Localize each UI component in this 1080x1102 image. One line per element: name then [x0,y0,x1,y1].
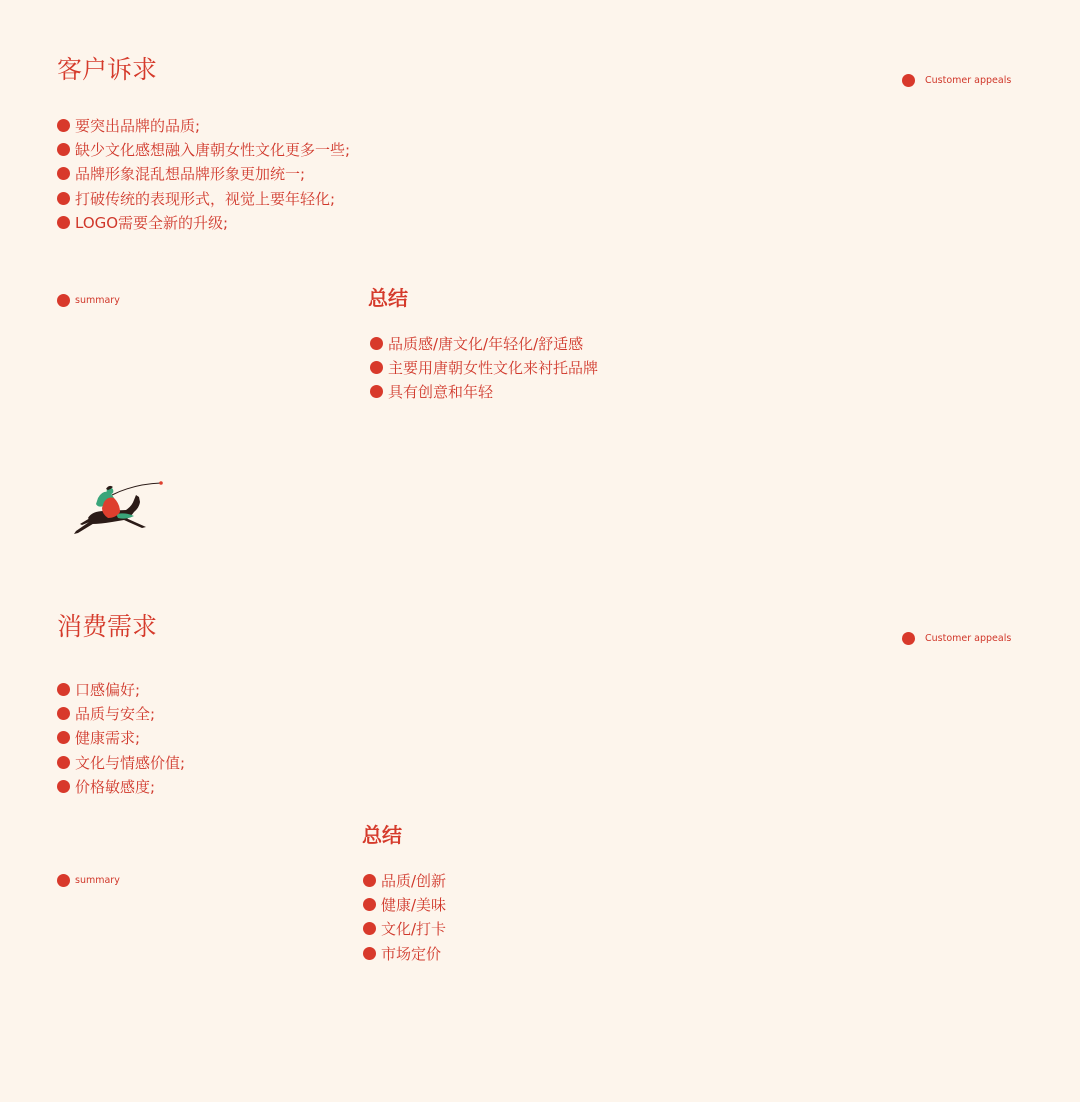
section2-summary-tag [57,874,120,887]
list-item-text: 市场定价 [381,944,442,963]
section1-tag-label: Customer appeals [925,75,1012,86]
section2-tag-label: Customer appeals [925,633,1012,644]
list-item-text: 品质感/唐文化/年轻化/舒适感 [388,334,584,353]
list-item-text: 品质/创新 [381,871,447,890]
dot-icon [902,74,915,87]
list-item [363,892,446,916]
list-item [57,137,350,161]
list-item [363,868,446,892]
dot-icon [902,632,915,645]
list-item-text: 口感偏好; [75,680,141,699]
list-item-text: 具有创意和年轻 [388,383,494,402]
dot-icon [363,898,376,911]
list-item-text: 缺少文化感想融入唐朝女性文化更多一些; [75,140,351,159]
section2-summary-tag-label: summary [75,875,120,886]
list-item [57,210,350,234]
dot-icon [363,922,376,935]
list-item-text: 主要用唐朝女性文化来衬托品牌 [388,358,599,377]
dot-icon [57,683,70,696]
list-item-text: 文化/打卡 [381,920,447,939]
polo-ball [159,481,163,485]
dot-icon [363,947,376,960]
list-item-text: 要突出品牌的品质; [75,116,201,135]
list-item-text: 文化与情感价值; [75,753,186,772]
section1-summary-list [370,331,598,404]
list-item [370,355,598,379]
dot-icon [57,294,70,307]
list-item [57,677,185,701]
polo-rider-illustration [68,478,168,538]
polo-mallet [112,483,161,495]
list-item [57,726,185,750]
list-item-text: 健康/美味 [381,895,447,914]
list-item [363,941,446,965]
section1-list [57,113,350,234]
list-item [363,917,446,941]
dot-icon [57,143,70,156]
dot-icon [57,119,70,132]
list-item [57,750,185,774]
section2-summary-title: 总结 [362,823,402,847]
list-item-text: LOGO需要全新的升级; [75,213,229,232]
section1-tag [902,74,1011,87]
dot-icon [57,707,70,720]
list-item [370,380,598,404]
section2-summary-list [363,868,446,965]
list-item-text: 品牌形象混乱想品牌形象更加统一; [75,165,306,184]
section1-summary-tag [57,294,120,307]
list-item-text: 健康需求; [75,729,141,748]
list-item [57,774,185,798]
dot-icon [57,731,70,744]
section1-summary-tag-label: summary [75,295,120,306]
list-item [57,113,350,137]
list-item [57,162,350,186]
dot-icon [57,874,70,887]
dot-icon [370,337,383,350]
dot-icon [363,874,376,887]
dot-icon [57,192,70,205]
section2-list [57,677,185,798]
list-item-text: 价格敏感度; [75,777,156,796]
list-item-text: 打破传统的表现形式，视觉上要年轻化; [75,189,336,208]
section1-title: 客户诉求 [57,55,158,84]
list-item [57,701,185,725]
dot-icon [57,756,70,769]
list-item [57,186,350,210]
section2-title: 消费需求 [57,612,158,641]
dot-icon [57,216,70,229]
horse-front-leg [124,518,146,528]
dot-icon [370,385,383,398]
section2-tag [902,632,1011,645]
section1-summary-title: 总结 [368,286,408,310]
dot-icon [57,780,70,793]
dot-icon [370,361,383,374]
list-item [370,331,598,355]
dot-icon [57,167,70,180]
list-item-text: 品质与安全; [75,704,156,723]
